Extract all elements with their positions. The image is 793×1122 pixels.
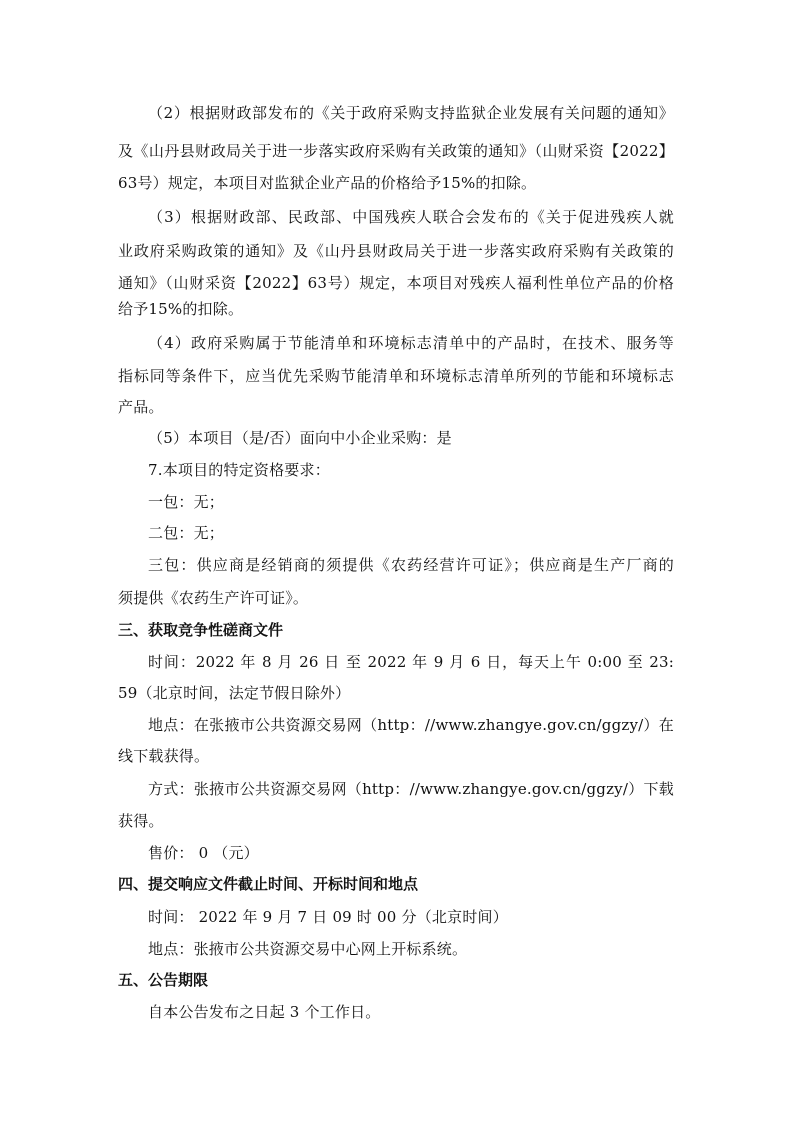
package-3-line-1: 三包：供应商是经销商的须提供《农药经营许可证》；供应商是生产厂商的 bbox=[148, 556, 674, 574]
section-3-method-line-1: 方式：张掖市公共资源交易网（http：//www.zhangye.gov.cn/ggzy/）下载 bbox=[148, 780, 674, 798]
paragraph-3-line-2: 业政府采购政策的通知》及《山丹县财政局关于进一步落实政府采购有关政策的 bbox=[118, 242, 674, 260]
section-3-time-line-2: 59（北京时间，法定节假日除外） bbox=[118, 684, 351, 702]
section-3-price: 售价： 0 （元） bbox=[148, 844, 259, 862]
paragraph-2-line-2: 及《山丹县财政局关于进一步落实政府采购有关政策的通知》（山财采资【2022】 bbox=[118, 142, 674, 160]
section-3-heading: 三、获取竞争性磋商文件 bbox=[118, 621, 284, 639]
paragraph-4-line-3: 产品。 bbox=[118, 398, 164, 416]
paragraph-3-line-3: 通知》（山财采资【2022】63号）规定，本项目对残疾人福利性单位产品的价格 bbox=[118, 274, 674, 292]
paragraph-2-line-1: （2）根据财政部发布的《关于政府采购支持监狱企业发展有关问题的通知》 bbox=[148, 104, 674, 122]
section-4-place: 地点：张掖市公共资源交易中心网上开标系统。 bbox=[148, 940, 468, 958]
paragraph-4-line-2: 指标同等条件下，应当优先采购节能清单和环境标志清单所列的节能和环境标志 bbox=[118, 367, 674, 385]
paragraph-2-line-3: 63号）规定，本项目对监狱企业产品的价格给予15%的扣除。 bbox=[118, 174, 537, 192]
paragraph-3-line-4: 给予15%的扣除。 bbox=[118, 300, 244, 318]
section-3-time-line-1: 时间：2022 年 8 月 26 日 至 2022 年 9 月 6 日，每天上午 0:00 至 23: bbox=[148, 653, 674, 671]
package-2: 二包：无； bbox=[148, 524, 225, 542]
section-3-method-line-2: 获得。 bbox=[118, 812, 164, 830]
package-1: 一包：无； bbox=[148, 493, 225, 511]
paragraph-3-line-1: （3）根据财政部、民政部、中国残疾人联合会发布的《关于促进残疾人就 bbox=[148, 208, 674, 226]
section-5-text: 自本公告发布之日起 3 个工作日。 bbox=[148, 1003, 381, 1021]
section-4-heading: 四、提交响应文件截止时间、开标时间和地点 bbox=[118, 875, 419, 893]
paragraph-7: 7.本项目的特定资格要求： bbox=[148, 461, 330, 479]
section-3-place-line-1: 地点：在张掖市公共资源交易网（http：//www.zhangye.gov.cn/ggzy/）在 bbox=[148, 716, 674, 734]
section-5-heading: 五、公告期限 bbox=[118, 971, 209, 989]
package-3-line-2: 须提供《农药生产许可证》。 bbox=[118, 589, 309, 607]
section-4-time: 时间： 2022 年 9 月 7 日 09 时 00 分（北京时间） bbox=[148, 908, 508, 926]
paragraph-5: （5）本项目（是/否）面向中小企业采购：是 bbox=[148, 429, 452, 447]
paragraph-4-line-1: （4）政府采购属于节能清单和环境标志清单中的产品时，在技术、服务等 bbox=[148, 334, 674, 352]
section-3-place-line-2: 线下载获得。 bbox=[118, 747, 210, 765]
